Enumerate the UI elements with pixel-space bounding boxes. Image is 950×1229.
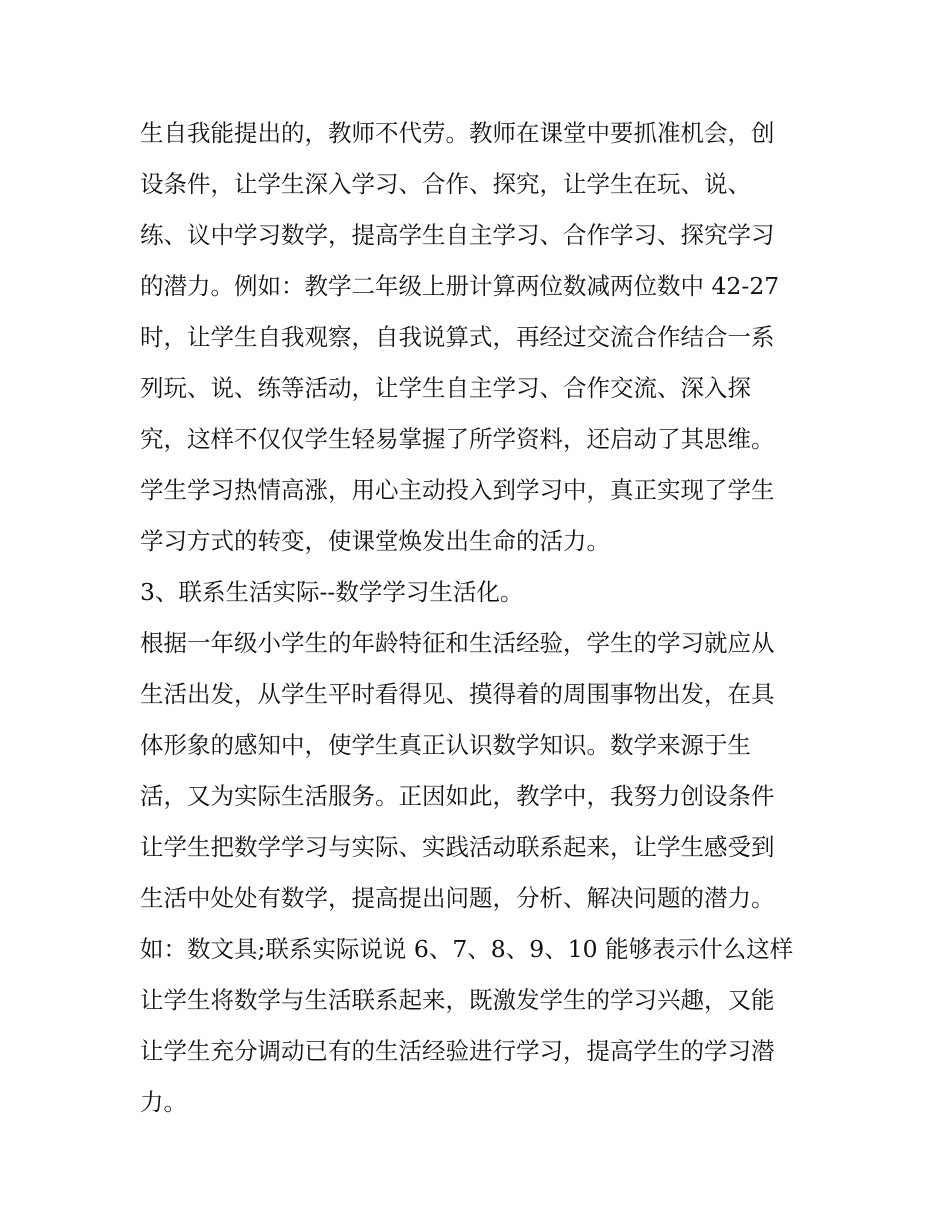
- section-heading: 3、联系生活实际--数学学习生活化。: [140, 578, 524, 606]
- text-line: 根据一年级小学生的年龄特征和生活经验，学生的学习就应从: [140, 629, 775, 657]
- text-line: 活，又为实际生活服务。正因如此，教学中，我努力创设条件: [140, 782, 775, 810]
- text-line: 如：数文具;联系实际说说 6、7、8、9、10 能够表示什么这样: [140, 935, 794, 963]
- text-line: 列玩、说、练等活动，让学生自主学习、合作交流、深入探: [140, 374, 751, 402]
- text-line: 时，让学生自我观察，自我说算式，再经过交流合作结合一系: [140, 323, 775, 351]
- text-line: 让学生充分调动已有的生活经验进行学习，提高学生的学习潜: [140, 1037, 775, 1065]
- text-line: 让学生将数学与生活联系起来，既激发学生的学习兴趣，又能: [140, 986, 775, 1014]
- document-page: [140, 108, 820, 1128]
- text-line: 体形象的感知中，使学生真正认识数学知识。数学来源于生: [140, 731, 751, 759]
- text-line: 学生学习热情高涨，用心主动投入到学习中，真正实现了学生: [140, 476, 775, 504]
- text-line: 的潜力。例如：教学二年级上册计算两位数减两位数中 42-27: [140, 272, 780, 300]
- text-line: 学习方式的转变，使课堂焕发出生命的活力。: [140, 527, 610, 555]
- text-line: 生自我能提出的，教师不代劳。教师在课堂中要抓准机会，创: [140, 119, 775, 147]
- text-line: 让学生把数学学习与实际、实践活动联系起来，让学生感受到: [140, 833, 775, 861]
- text-line: 究，这样不仅仅学生轻易掌握了所学资料，还启动了其思维。: [140, 425, 775, 453]
- text-line: 生活出发，从学生平时看得见、摸得着的周围事物出发，在具: [140, 680, 775, 708]
- text-line: 力。: [140, 1088, 187, 1116]
- text-line: 练、议中学习数学，提高学生自主学习、合作学习、探究学习: [140, 221, 775, 249]
- text-line: 生活中处处有数学，提高提出问题，分析、解决问题的潜力。: [140, 884, 775, 912]
- text-line: 设条件，让学生深入学习、合作、探究，让学生在玩、说、: [140, 170, 751, 198]
